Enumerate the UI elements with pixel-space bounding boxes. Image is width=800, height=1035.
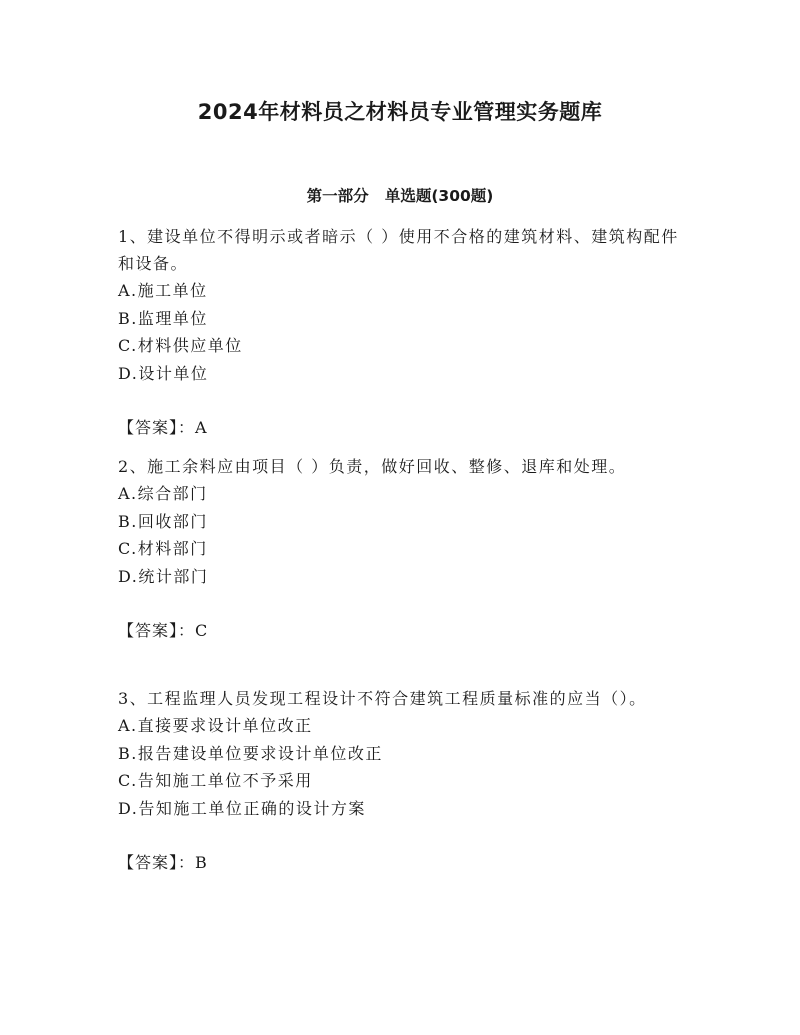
option-b: B.回收部门 xyxy=(118,511,208,531)
question-stem: 3、工程监理人员发现工程设计不符合建筑工程质量标准的应当（）。 xyxy=(118,689,647,708)
option-b: B.监理单位 xyxy=(118,308,208,328)
answer-line: 【答案】：A xyxy=(118,418,208,437)
option-d: D.统计部门 xyxy=(118,566,209,586)
section-title: 第一部分 单选题(300题) xyxy=(306,187,494,205)
option-b: B.报告建设单位要求设计单位改正 xyxy=(118,743,383,763)
question-3 xyxy=(118,685,688,876)
option-d: D.设计单位 xyxy=(118,363,209,383)
option-a: A.综合部门 xyxy=(118,484,208,503)
question-stem: 1、建设单位不得明示或者暗示（ ）使用不合格的建筑材料、建筑构配件和设备。 xyxy=(118,227,679,273)
page-title: 2024年材料员之材料员专业管理实务题库 xyxy=(197,100,603,124)
answer-line: 【答案】：C xyxy=(118,621,209,640)
option-c: C.告知施工单位不予采用 xyxy=(118,771,313,790)
question-stem: 2、施工余料应由项目（ ）负责，做好回收、整修、退库和处理。 xyxy=(118,457,627,476)
option-d: D.告知施工单位正确的设计方案 xyxy=(118,798,366,818)
option-a: A.施工单位 xyxy=(118,281,208,300)
option-a: A.直接要求设计单位改正 xyxy=(118,716,313,735)
question-1 xyxy=(118,223,688,441)
option-c: C.材料供应单位 xyxy=(118,336,243,355)
answer-line: 【答案】：B xyxy=(118,853,208,872)
question-2 xyxy=(118,453,688,644)
option-c: C.材料部门 xyxy=(118,539,208,558)
